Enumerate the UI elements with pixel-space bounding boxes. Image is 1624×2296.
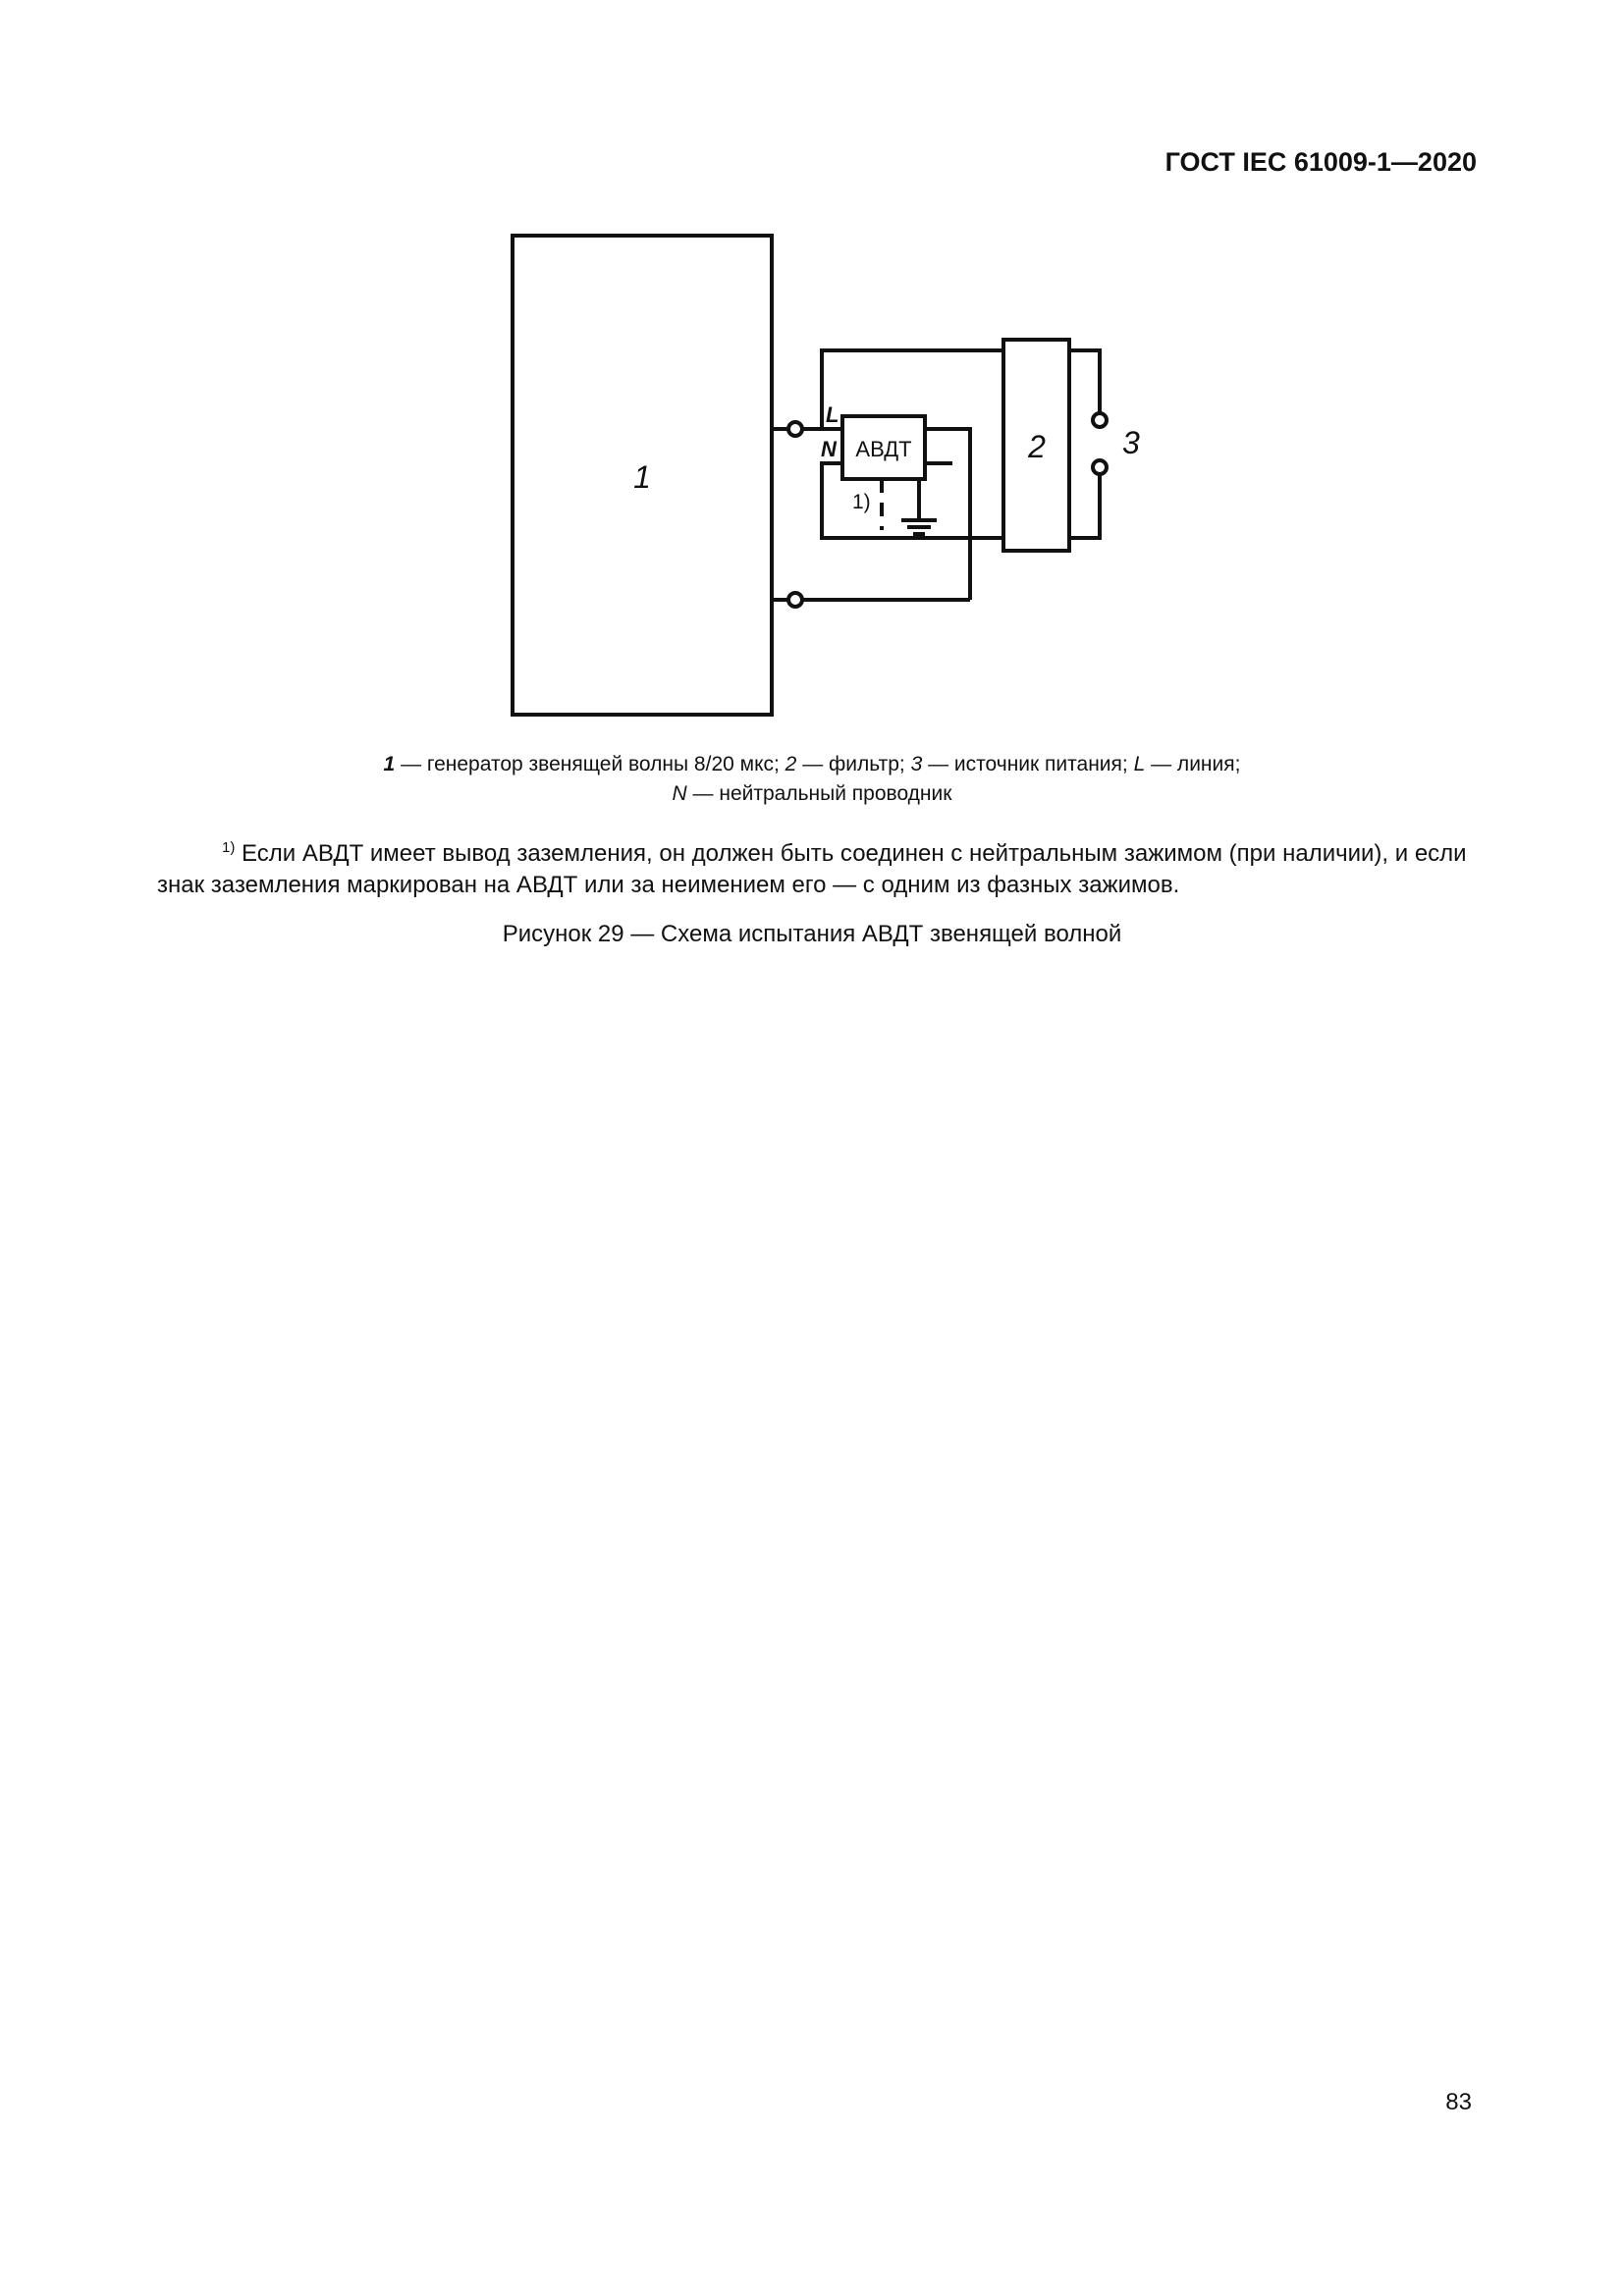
footnote bbox=[157, 832, 1478, 901]
device-label: АВДТ bbox=[855, 437, 912, 461]
footnote-ref-label: 1) bbox=[852, 491, 871, 513]
terminal-circle bbox=[1093, 413, 1107, 427]
line-label: L bbox=[826, 402, 839, 427]
generator-label: 1 bbox=[633, 459, 651, 495]
terminal-circle bbox=[1093, 460, 1107, 474]
footnote-text: Если АВДТ имеет вывод заземления, он должен быть соединен с нейтральным зажимом (при наличии), и если знак заземления маркирован на АВДТ или за неимением его — с одним из фазных зажимов. bbox=[157, 840, 1467, 898]
document-header: ГОСТ IEC 61009-1—2020 bbox=[1164, 147, 1477, 177]
filter-label: 2 bbox=[1028, 429, 1046, 464]
figure-key-line-2: N — нейтральный проводник bbox=[672, 782, 952, 805]
wire bbox=[1069, 474, 1100, 538]
wire bbox=[1069, 350, 1100, 413]
page-number: 83 bbox=[1445, 2089, 1472, 2115]
wire bbox=[925, 429, 970, 600]
terminal-circle bbox=[788, 422, 802, 436]
footnote-marker: 1) bbox=[222, 839, 236, 856]
neutral-label: N bbox=[821, 437, 837, 461]
supply-label: 3 bbox=[1122, 425, 1140, 460]
figure-caption: Рисунок 29 — Схема испытания АВДТ звенящей волной bbox=[502, 921, 1122, 947]
terminal-circle bbox=[788, 593, 802, 607]
figure-key-line-1: 1 — генератор звенящей волны 8/20 мкс; 2 — фильтр; 3 — источник питания; L — линия; bbox=[383, 753, 1241, 775]
